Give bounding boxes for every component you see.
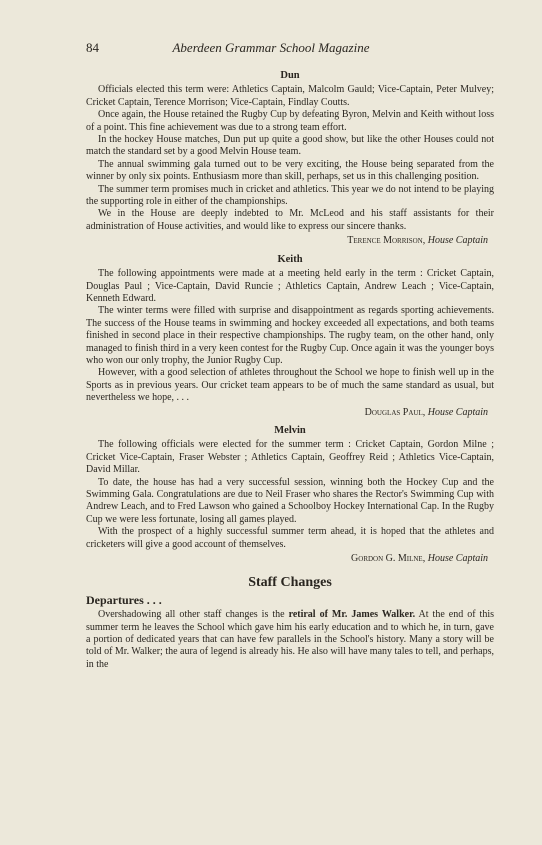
dun-section — [86, 70, 494, 248]
staff-changes-heading: Staff Changes — [248, 575, 332, 591]
keith-section — [86, 254, 494, 419]
signature-role: House Captain — [427, 406, 488, 418]
keith-signature — [86, 407, 488, 419]
page-header — [86, 40, 456, 58]
keith-paragraph-2: The winter terms were filled with surprise and disappointment as regards sporting achievements. The success of the House teams in swimming and hockey exceeded all expectations, and both teams finished in second place in their respective championships. The rugby team, on the other hand, only managed to finish third in a very keen contest for the Rugby Cup. Once again it was the younger boys who won our only trophy, the Junior Rugby Cup. — [86, 305, 494, 366]
signature-name: Terence Morrison, — [347, 235, 426, 247]
dun-signature — [86, 235, 488, 247]
signature-name: Douglas Paul, — [364, 406, 426, 418]
staff-text-a: Overshadowing all other staff changes is the — [98, 609, 289, 621]
melvin-paragraph-3: With the prospect of a highly successful summer term ahead, it is hoped that the athletes and cricketers will give a good account of themselves. — [86, 526, 494, 550]
dun-paragraph-5: The summer term promises much in cricket and athletics. This year we do not intend to be playing the supporting role in either of the championships. — [86, 183, 494, 208]
melvin-signature — [86, 553, 488, 565]
dun-paragraph-3: In the hockey House matches, Dun put up quite a good show, but like the other Houses could not match the standard set by a good Melvin House team. — [86, 134, 494, 158]
keith-paragraph-1: The following appointments were made at a meeting held early in the term : Cricket Captain, Douglas Paul ; Vice-Captain, David Runcie ; Athletics Captain, Andrew Leach ; Vice-Captain, Kenneth Edward. — [86, 268, 494, 304]
departures-subheading: Departures . . . — [86, 592, 162, 607]
dun-paragraph-6: We in the House are deeply indebted to Mr. McLeod and his staff assistants for their administration of House activities, and would like to express our sincere thanks. — [86, 208, 494, 232]
melvin-paragraph-1: The following officials were elected for the summer term : Cricket Captain, Gordon Milne ; Cricket Vice-Captain, Fraser Webster ; Athletics Captain, Geoffrey Reid ; Athletics Vice-Captain, David Millar. — [86, 439, 494, 476]
dun-paragraph-2: Once again, the House retained the Rugby Cup by defeating Byron, Melvin and Keith without loss of a point. This fine achievement was due to a strong team effort. — [86, 109, 494, 133]
page-number: 84 — [86, 40, 99, 55]
signature-role: House Captain — [427, 235, 488, 247]
running-head: Aberdeen Grammar School Magazine — [172, 40, 370, 55]
dun-paragraph-4: The annual swimming gala turned out to be very exciting, the House being separated from the winner by only six points. Enthusiasm more than skill, perhaps, set us in this challenging position. — [86, 158, 494, 183]
retiral-highlight: retiral of Mr. James Walker. — [288, 609, 416, 621]
dun-heading: Dun — [280, 70, 300, 81]
melvin-section — [86, 425, 494, 565]
keith-paragraph-3: However, with a good selection of athletes throughout the School we hope to finish well up in the Sports as in previous years. Our cricket team appears to be of much the same standard as usual, but nevertheless we hope, . . . — [86, 367, 494, 404]
dun-paragraph-1: Officials elected this term were: Athletics Captain, Malcolm Gauld; Vice-Captain, Peter Mulvey; Cricket Captain, Terence Morrison; Vice-Captain, Findlay Coutts. — [86, 84, 494, 108]
staff-text-c: At the end of this summer term he leaves the School which gave him his early education and to which he, in turn, gave a portion of dedicated years that can have few parallels in the School's history. Many a story will be told of Mr. Walker; the aura of legend is already his. He also will have many tales to tell, and perhaps, in the — [86, 609, 494, 670]
staff-paragraph-1 — [86, 609, 494, 671]
melvin-paragraph-2: To date, the house has had a very successful session, winning both the Hockey Cup and the Swimming Gala. Congratulations are due to Neil Fraser who shares the Rector's Swimming Cup with Andrew Leach, and to Fred Lawson who gained a Schoolboy Hockey International Cap. In the Rugby Cup we were less fortunate, losing all games played. — [86, 476, 494, 525]
melvin-heading: Melvin — [274, 424, 306, 436]
staff-changes-section — [86, 577, 494, 671]
keith-heading: Keith — [277, 253, 303, 265]
signature-role: House Captain — [427, 553, 488, 565]
article-body — [86, 70, 494, 671]
signature-name: Gordon G. Milne, — [351, 553, 426, 565]
